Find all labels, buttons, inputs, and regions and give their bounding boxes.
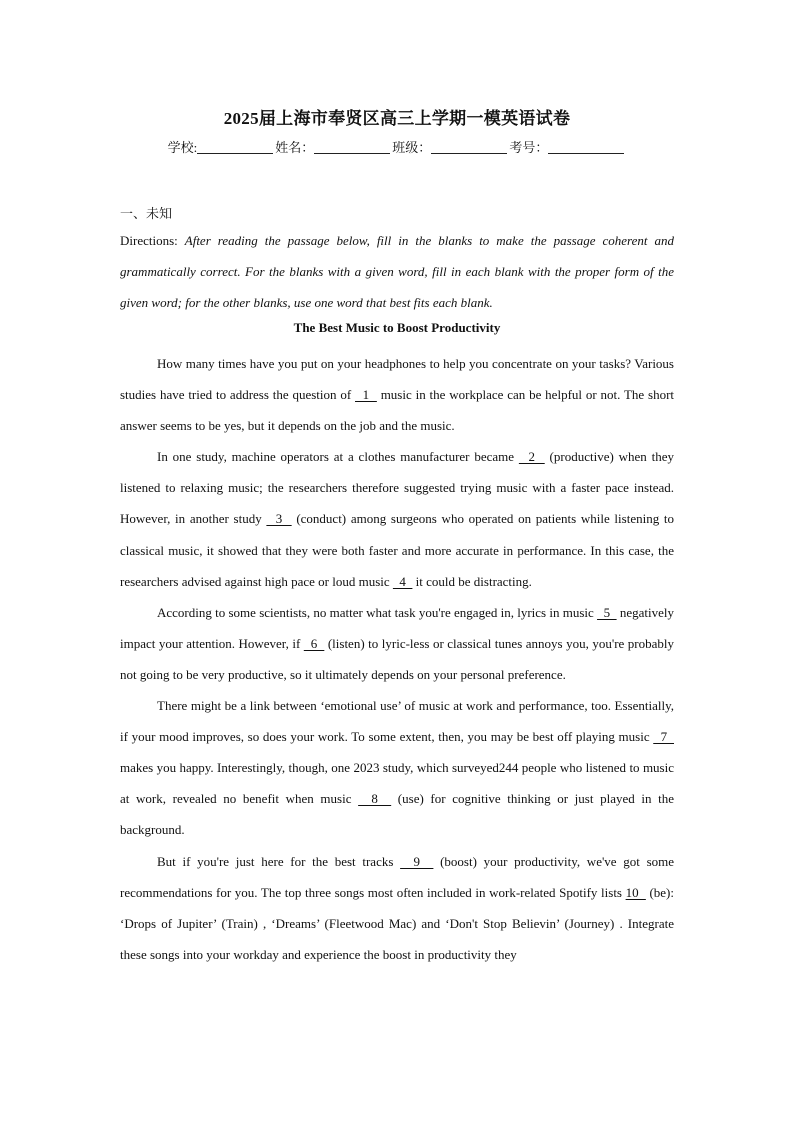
passage-title: The Best Music to Boost Productivity [293,320,501,335]
text-run: According to some scientists, no matter what task you're engaged in, lyrics in music [157,604,598,620]
text-run: (productive) when they listened to relaxing music; the researchers therefore suggested trying music with a faster pace instead. However, in another study [120,449,675,527]
school-blank [197,141,273,154]
passage-body [120,348,674,970]
text-run: How many times have you put on your headphones to help you concentrate on your tasks? Various studies have tried to address the question of [120,356,674,403]
blank-7: 7 [653,729,674,745]
blank-3: 3 [266,511,292,527]
blank-1: 1 [355,387,377,403]
paragraph-1 [120,348,674,441]
page-title: 2025届上海市奉贤区高三上学期一模英语试卷 [223,109,571,128]
text-run: makes you happy. Interestingly, though, one 2023 study, which surveyed244 people who listened to music at work, revealed no benefit when music [120,760,674,807]
directions-label: Directions: [120,233,185,248]
directions [120,225,674,318]
blank-8: 8 [358,791,392,807]
text-run: (be): ‘Drops of Jupiter’ (Train) , ‘Dreams’ (Fleetwood Mac) and ‘Don't Stop Believin’ (Journey) . Integrate these songs into your workday and experience the boost in productivity they [120,884,674,962]
school-label: 学校: [167,140,198,155]
text-run: (boost) your productivity, we've got some recommendations for you. The top three songs most often included in work-related Spotify lists [120,853,675,900]
name-label: 姓名： [275,140,315,155]
blank-6: 6 [303,635,325,651]
directions-text: After reading the passage below, fill in the blanks to make the passage coherent and grammatically correct. For the blanks with a given word, fill in each blank with the proper form of the given word; for the other blanks, use one word that best fits each blank. [120,233,674,310]
text-run: music in the workplace can be helpful or not. The short answer seems to be yes, but it depends on the job and the music. [120,387,675,434]
paragraph-2 [120,441,674,596]
text-run: There might be a link between ‘emotional use’ of music at work and performance, too. Essentially, if your mood improves, so does your work. To some extent, then, you may be best off playing music [120,698,674,745]
text-run: But if you're just here for the best tracks [157,853,401,869]
text-run: (conduct) among surgeons who operated on patients while listening to classical music, it showed that they were both faster and more accurate in performance. In this case, the researchers advised against high pace or loud music [120,511,675,589]
paragraph-3 [120,597,674,690]
blank-4: 4 [392,573,413,589]
class-label: 班级： [392,140,432,155]
blank-5: 5 [597,604,617,620]
text-run: (listen) to lyric-less or classical tunes annoys you, you're probably not going to be very productive, so it ultimately depends on your personal preference. [120,635,675,682]
id-blank [548,141,624,154]
text-run: negatively impact your attention. However, if [120,604,674,651]
text-run: In one study, machine operators at a clothes manufacturer became [157,449,519,465]
student-info-line [120,137,674,156]
name-blank [314,141,390,154]
section-heading: 一、未知 [120,207,173,222]
blank-2: 2 [518,449,545,465]
blank-9: 9 [400,853,434,869]
text-run: it could be distracting. [412,573,532,589]
text-run: (use) for cognitive thinking or just played in the background. [120,791,674,838]
class-blank [431,141,507,154]
blank-10: 10 [625,884,646,900]
paragraph-5 [120,846,674,970]
paragraph-4 [120,690,674,845]
id-label: 考号： [509,140,549,155]
